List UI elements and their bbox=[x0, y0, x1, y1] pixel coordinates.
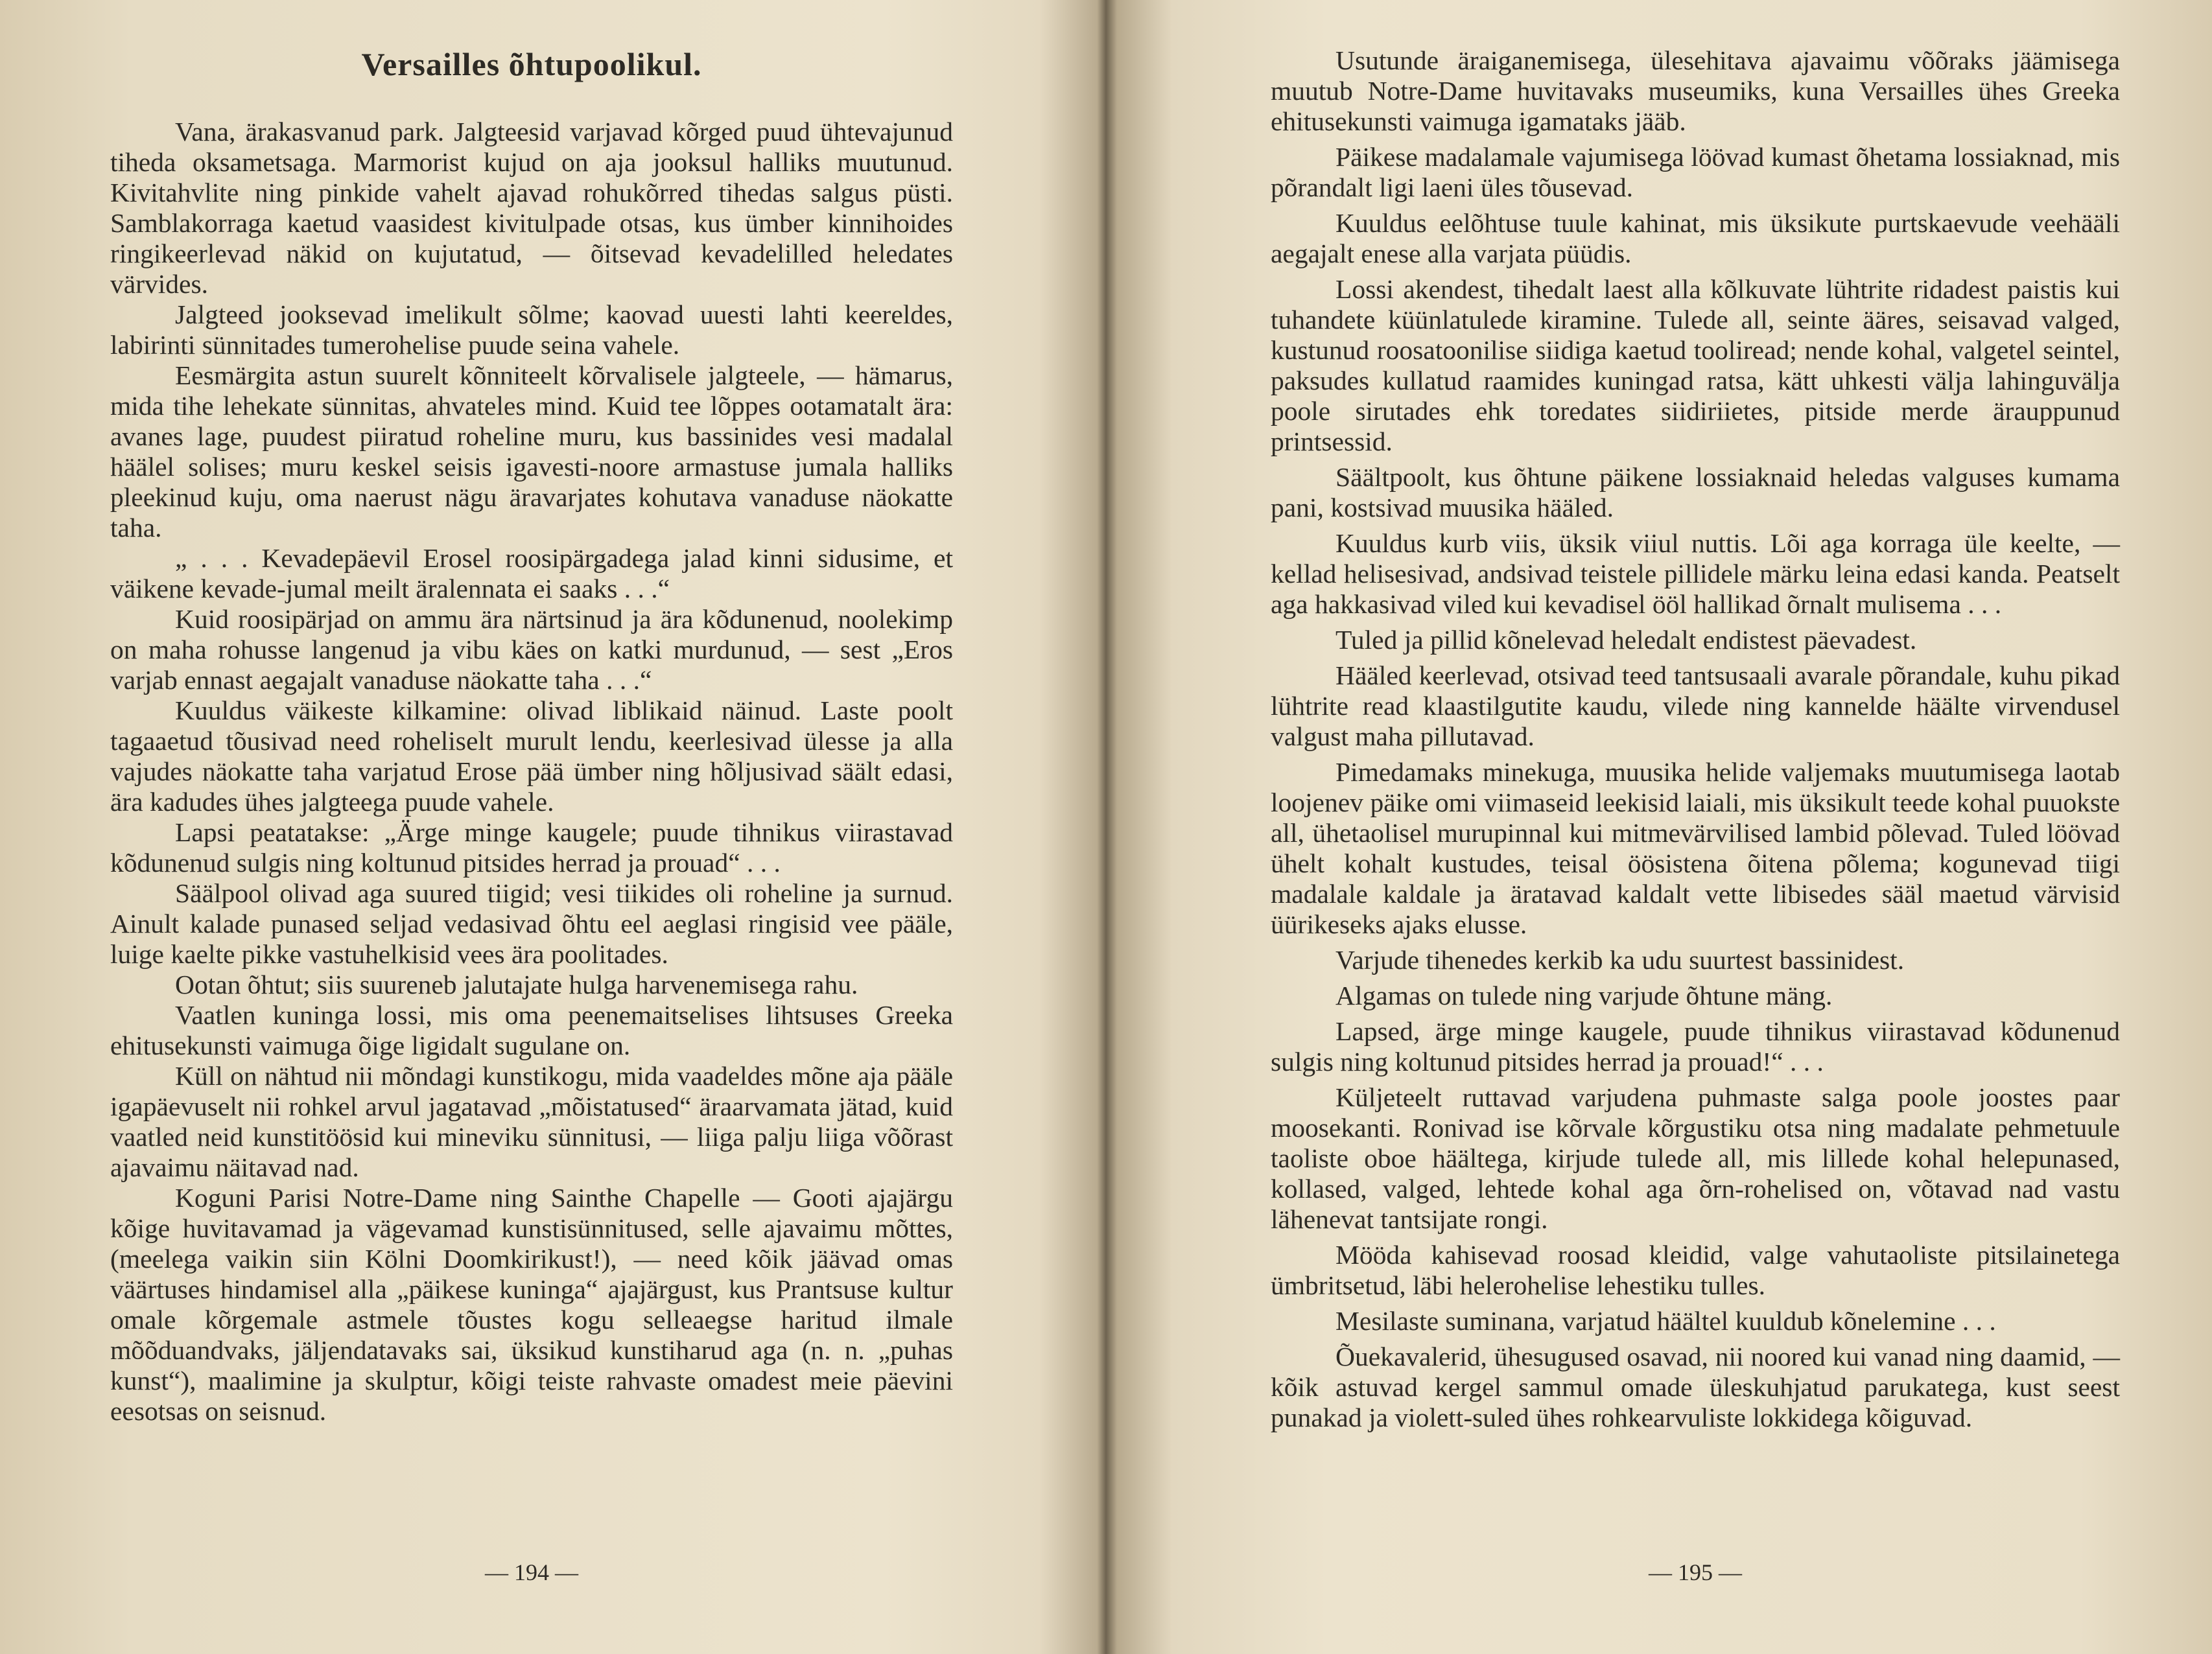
paragraph: Lossi akendest, tihedalt laest alla kõlkuvate lühtrite ridadest paistis kui tuhandete küünlatulede kiramine. Tulede all, seinte ääres, seisavad valged, kustunud roosatoonilise siidiga kaetud tooliread; nende kohal, valgetel seintel, paksudes kullatud raamides kuningad ratsa, kätt uhkesti välja lahinguvälja poole sirutades ehk toredates siidiriietes, pitside merde ärauppunud printsessid. bbox=[1271, 274, 2120, 456]
paragraph: Õuekavalerid, ühesugused osavad, nii noored kui vanad ning daamid, — kõik astuvad kergel sammul omade üleskuhjatud parukatega, kust seest punakad ja violett-suled ühes rohkearvuliste lokkidega kõiguvad. bbox=[1271, 1342, 2120, 1432]
paragraph: Kuid roosipärjad on ammu ära närtsinud ja ära kõdunenud, noolekimp on maha rohusse langenud ja vibu käes on katki murdunud, — sest „Eros varjab ennast aegajalt vanaduse näokatte taha . . .“ bbox=[110, 604, 953, 695]
paragraph: Usutunde äraiganemisega, ülesehitava ajavaimu võõraks jäämisega muutub Notre-Dame huvitavaks museumiks, kuna Versailles ühes Greeka ehitusekunsti vaimuga igamataks jääb. bbox=[1271, 45, 2120, 136]
right-page-body bbox=[1271, 45, 2120, 1438]
paragraph: Jalgteed jooksevad imelikult sõlme; kaovad uuesti lahti keereldes, labirinti sünnitades tumerohelise puude seina vahele. bbox=[110, 299, 953, 360]
paragraph: Varjude tihenedes kerkib ka udu suurtest bassinidest. bbox=[1335, 945, 1905, 975]
paragraph: Vaatlen kuninga lossi, mis oma peenemaitselises lihtsuses Greeka ehitusekunsti vaimuga õige ligidalt sugulane on. bbox=[110, 1000, 953, 1060]
paragraph: Mesilaste suminana, varjatud häältel kuuldub kõnelemine . . . bbox=[1335, 1306, 1996, 1336]
paragraph: Küljeteelt ruttavad varjudena puhmaste salga poole joostes paar moosekanti. Ronivad ise kõrvale kõrgustiku otsa ning madalate pehmetuule taoliste oboe häältega, kirjude tulede all, mis lillede kohal helepunased, kollased, valged, lehtede kohal aga õrn-rohelised on, võtavad nad vastu lähenevat tantsijate rongi. bbox=[1271, 1082, 2120, 1234]
paragraph: Lapsi peatatakse: „Ärge minge kaugele; puude tihnikus viirastavad kõdunenud sulgis ning koltunud pitsides herrad ja prouad“ . . . bbox=[110, 817, 953, 878]
left-page bbox=[110, 0, 953, 1654]
paragraph: Säältpoolt, kus õhtune päikene lossiaknaid heledas valguses kumama pani, kostsivad muusika hääled. bbox=[1271, 462, 2120, 522]
paragraph: Eesmärgita astun suurelt kõnniteelt kõrvalisele jalgteele, — hämarus, mida tihe lehekate sünnitas, ahvateles mind. Kuid tee lõppes ootamatalt ära: avanes lage, puudest piiratud roheline muru, kus bassinides vesi madalal häälel solises; muru keskel seisis igavesti-noore armastuse jumala halliks pleekinud kuju, oma naerust nägu äravarjates kohutava vanaduse näokatte taha. bbox=[110, 360, 953, 542]
chapter-title: Versailles õhtupoolikul. bbox=[361, 46, 702, 82]
paragraph: Algamas on tulede ning varjude õhtune mäng. bbox=[1335, 981, 1833, 1010]
paragraph: Lapsed, ärge minge kaugele, puude tihnikus viirastavad kõdunenud sulgis ning koltunud pitsides herrad ja prouad!“ . . . bbox=[1271, 1016, 2120, 1077]
paragraph: Ootan õhtut; siis suureneb jalutajate hulga harvenemisega rahu. bbox=[175, 970, 858, 999]
paragraph: Hääled keerlevad, otsivad teed tantsusaali avarale põrandale, kuhu pikad lühtrite read klaastilgutite kaudu, vilede ning kannelde häälte virvendusel valgust maha pillutavad. bbox=[1271, 660, 2120, 751]
paragraph: Tuled ja pillid kõnelevad heledalt endistest päevadest. bbox=[1335, 625, 1917, 655]
paragraph: Kuuldus väikeste kilkamine: olivad liblikaid näinud. Laste poolt tagaaetud tõusivad need roheliselt murult lendu, keerlesivad ülesse ja alla vajudes näokatte taha varjatud Erose pää ümber ning hõljusivad säält edasi, ära kadudes ühes jalgteega puude vahele. bbox=[110, 695, 953, 817]
left-page-body bbox=[110, 117, 953, 1427]
page-number: — 194 — bbox=[485, 1559, 578, 1585]
paragraph: Päikese madalamale vajumisega löövad kumast õhetama lossiaknad, mis põrandalt ligi laeni üles tõusevad. bbox=[1271, 142, 2120, 202]
right-page bbox=[1271, 0, 2120, 1654]
paragraph: „ . . . Kevadepäevil Erosel roosipärgadega jalad kinni sidusime, et väikene kevade-jumal meilt äralennata ei saaks . . .“ bbox=[110, 543, 953, 603]
paragraph: Mööda kahisevad roosad kleidid, valge vahutaoliste pitsilainetega ümbritsetud, läbi helerohelise lehestiku tulles. bbox=[1271, 1240, 2120, 1300]
paragraph: Kuuldus eelõhtuse tuule kahinat, mis üksikute purtskaevude veehääli aegajalt enese alla varjata püüdis. bbox=[1271, 208, 2120, 268]
paragraph: Küll on nähtud nii mõndagi kunstikogu, mida vaadeldes mõne aja pääle igapäevuselt nii rohkel arvul jagatavad „mõistatused“ äraarvamata jätad, kuid vaatled neid kunstitöösid kui mineviku sünnitusi, — liiga palju liiga võõrast ajavaimu näitavad nad. bbox=[110, 1061, 953, 1182]
paragraph: Säälpool olivad aga suured tiigid; vesi tiikides oli roheline ja surnud. Ainult kalade punased seljad vedasivad õhtu eel aeglasi ringisid vee pääle, luige kaelte pikke vastuhelkisid vees ära poolitades. bbox=[110, 878, 953, 969]
paragraph: Pimedamaks minekuga, muusika helide valjemaks muutumisega laotab loojenev päike omi viimaseid leekisid laiali, mis üksikult teede kohal puuokste all, ühetaolisel murupinnal kui mitmevärvilised lambid põlevad. Tuled löövad ühelt kohalt kustudes, teisal öösistena õitena põlema; kogunevad tiigi madalale kaldale ja äratavad kaldalt vette libisedes sääl maetud värvisid üürikeseks ajaks elusse. bbox=[1271, 757, 2120, 939]
paragraph: Kuuldus kurb viis, üksik viiul nuttis. Lõi aga korraga üle keelte, — kellad helisesivad, andsivad teistele pillidele märku leina edasi kanda. Peatselt aga hakkasivad viled kui kevadisel ööl hallikad õrnalt mulisema . . . bbox=[1271, 528, 2120, 619]
paragraph: Vana, ärakasvanud park. Jalgteesid varjavad kõrged puud ühtevajunud tiheda oksametsaga. Marmorist kujud on aja jooksul halliks muutunud. Kivitahvlite ning pinkide vahelt ajavad rohukõrred tihedas salgus püsti. Samblakorraga kaetud vaasidest kivitulpade otsas, kus ümber kinnihoides ringikeerlevad näkid on kujutatud, — õitsevad kevadelilled heledates värvides. bbox=[110, 117, 953, 299]
paragraph: Koguni Parisi Notre-Dame ning Sainthe Chapelle — Gooti ajajärgu kõige huvitavamad ja vägevamad kunstisünnitused, selle ajavaimu mõttes, (meelega vaikin siin Kölni Doomkirikust!), — need kõik jäävad omas väärtuses hindamisel alla „päikese kuninga“ ajajärgust, kus Prantsuse kultur omale kõrgemale astmele tõustes kogu selleaegse haritud ilmale mõõduandvaks, jäljendatavaks sai, üksikud kunstiharud aga (n. n. „puhas kunst“), maalimine ja skulptur, kõigi teiste rahvaste omadest meie päevini eesotsas on seisnud. bbox=[110, 1183, 953, 1426]
page-number: — 195 — bbox=[1649, 1559, 1742, 1585]
